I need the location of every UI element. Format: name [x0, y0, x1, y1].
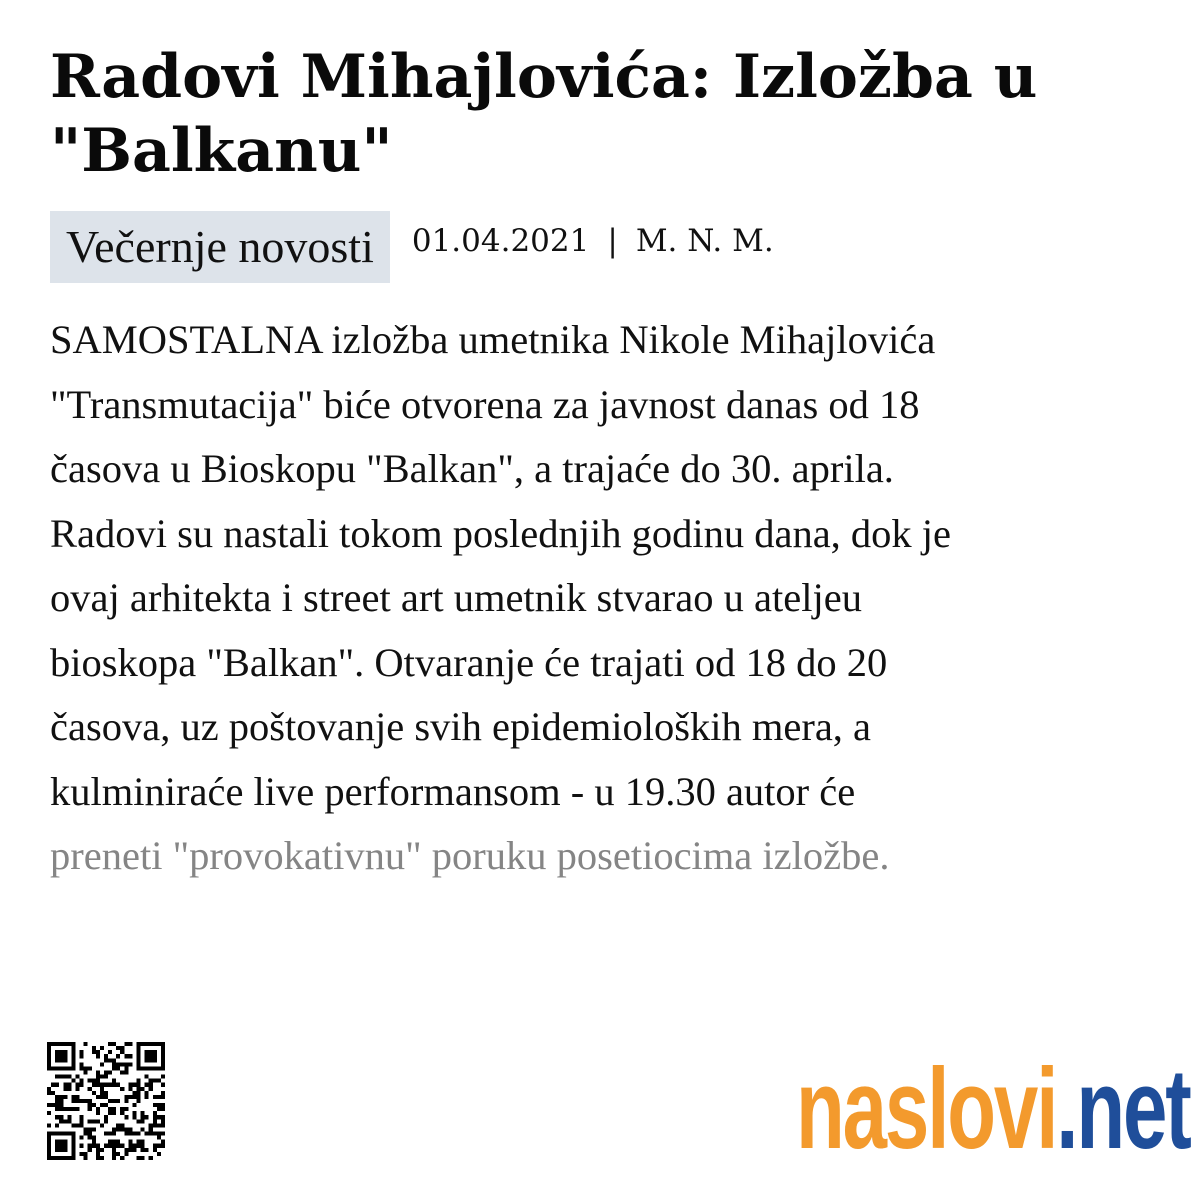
qr-code-icon[interactable] [47, 1039, 165, 1163]
body-line: časova, uz poštovanje svih epidemioloških mera, a [50, 704, 872, 749]
body-line: "Transmutacija" biće otvorena za javnost danas od 18 [50, 381, 920, 427]
logo-dot: . [1056, 1046, 1077, 1173]
logo-main-text: naslovi [796, 1046, 1057, 1173]
body-line: kulminiraće live performansom - u 19.30 autor će [50, 768, 856, 814]
body-line: SAMOSTALNA izložba umetnika Nikole Mihajlovića [50, 317, 936, 362]
meta-separator: | [607, 223, 618, 259]
body-line-faded: preneti "provokativnu" poruku posetiocima izložbe. [50, 833, 890, 878]
article-title: Radovi Mihajlovića: Izložba u "Balkanu" [50, 42, 1038, 186]
body-line: Radovi su nastali tokom poslednjih godinu dana, dok je [50, 510, 952, 556]
article-meta [50, 211, 774, 283]
author-name: M. N. M. [635, 223, 774, 259]
article-body [50, 308, 1170, 889]
body-line: ovaj arhitekta i street art umetnik stvarao u ateljeu [50, 575, 862, 620]
body-line: bioskopa "Balkan". Otvaranje će trajati od 18 do 20 [50, 639, 888, 685]
naslovi-net-logo[interactable] [796, 1046, 1190, 1173]
source-badge[interactable]: Večernje novosti [50, 211, 390, 283]
publish-date: 01.04.2021 [411, 223, 590, 259]
logo-tld-text: net [1076, 1046, 1190, 1173]
body-line: časova u Bioskopu "Balkan", a trajaće do 30. aprila. [50, 446, 894, 491]
